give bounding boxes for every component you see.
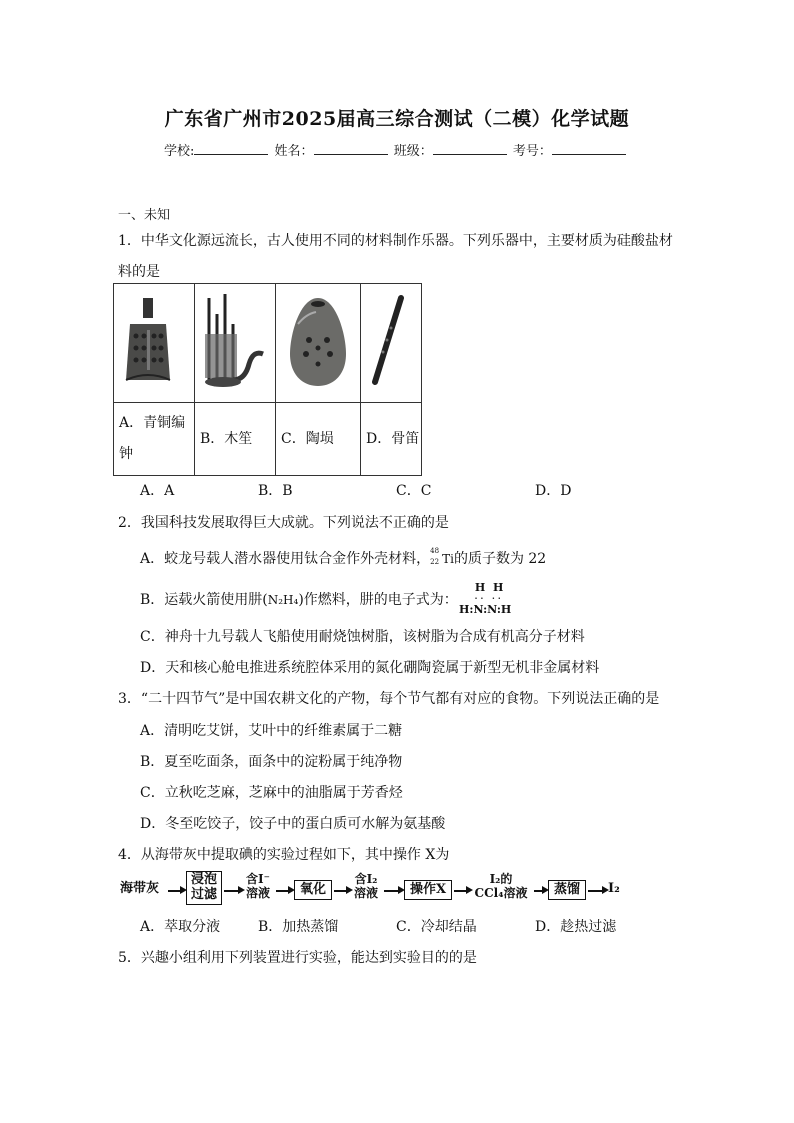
q4-option-c[interactable]: C．冷却结晶	[396, 919, 477, 935]
q2-option-a-tail: 的质子数为 22	[453, 551, 547, 567]
q2-option-d[interactable]: D．天和核心舱电推进系统腔体采用的氮化硼陶瓷属于新型无机非金属材料	[140, 660, 600, 676]
flow-end-iodine: I₂	[608, 881, 620, 896]
q1-stem-line2: 料的是	[118, 264, 160, 280]
instrument-table	[113, 283, 422, 476]
name-blank	[314, 142, 388, 155]
flow-box-oxidation: 氧化	[294, 880, 332, 900]
hydrazine-lewis-structure: H H ·· ·· H:N:N:H	[459, 581, 512, 616]
q4-stem: 4．从海带灰中提取碘的实验过程如下，其中操作 X为	[118, 847, 450, 863]
q4-option-a[interactable]: A．萃取分液	[140, 919, 221, 935]
q4-option-d[interactable]: D．趁热过滤	[535, 919, 617, 935]
cell-label-c: C．陶埙	[276, 403, 361, 476]
flow-start: 海带灰	[120, 881, 160, 896]
q3-option-d[interactable]: D．冬至吃饺子，饺子中的蛋白质可水解为氨基酸	[140, 816, 446, 832]
q1-option-b[interactable]: B．B	[258, 483, 293, 499]
flow-iodide-solution: 含I⁻ 溶液	[245, 872, 270, 900]
q2-stem: 2．我国科技发展取得巨大成就。下列说法不正确的是	[118, 515, 449, 531]
flow-box-operation-x: 操作X	[404, 880, 452, 900]
name-label: 姓名：	[274, 144, 314, 159]
school-blank	[194, 142, 268, 155]
flow-box-distillation: 蒸馏	[548, 880, 586, 900]
lewis-top-hydrogens: H H	[474, 581, 504, 594]
q4-option-b[interactable]: B．加热蒸馏	[258, 919, 339, 935]
isotope-mass-number: 48	[430, 547, 440, 555]
school-label: 学校:	[164, 144, 195, 159]
flow-arrow	[168, 890, 182, 892]
q1-option-a[interactable]: A．A	[140, 483, 175, 499]
pottery-xun-image	[276, 284, 361, 403]
q1-stem-line1: 1．中华文化源远流长，古人使用不同的材料制作乐器。下列乐器中，主要材质为硅酸盐材	[118, 233, 673, 249]
flow-arrow	[384, 890, 400, 892]
q3-stem: 3．“二十四节气”是中国农耕文化的产物，每个节气都有对应的食物。下列说法正确的是	[118, 691, 660, 707]
q2-option-b[interactable]	[140, 589, 458, 609]
bone-flute-image	[361, 284, 422, 403]
class-label: 班级：	[393, 144, 433, 159]
q2-option-b-text: B．运载火箭使用肼(	[140, 592, 268, 608]
page-title: 广东省广州市2025届高三综合测试（二模）化学试题	[164, 108, 630, 130]
cell-label-a: A．青铜编钟	[114, 403, 195, 476]
flow-arrow	[276, 890, 290, 892]
student-info-line	[164, 140, 628, 159]
q3-option-b[interactable]: B．夏至吃面条，面条中的淀粉属于纯净物	[140, 754, 403, 770]
lewis-main-chain: H:N:N:H	[459, 603, 512, 616]
q2-option-a-text: A．蛟龙号载人潜水器使用钛合金作外壳材料，	[140, 551, 431, 567]
flow-arrow	[588, 890, 604, 892]
flow-arrow	[454, 890, 468, 892]
q2-option-a[interactable]	[140, 548, 546, 568]
section-title: 一、未知	[118, 208, 171, 223]
class-blank	[433, 142, 507, 155]
wooden-sheng-image	[195, 284, 276, 403]
q2-option-c[interactable]: C．神舟十九号载人飞船使用耐烧蚀树脂，该树脂为合成有机高分子材料	[140, 629, 585, 645]
flow-arrow	[224, 890, 240, 892]
bronze-bell-image	[114, 284, 195, 403]
exam-no-label: 考号：	[512, 144, 552, 159]
q1-option-c[interactable]: C．C	[396, 483, 432, 499]
flow-ccl4-solution: I₂的 CCl₄溶液	[474, 872, 528, 900]
cell-label-d: D．骨笛	[361, 403, 422, 476]
cell-label-b: B．木笙	[195, 403, 276, 476]
exam-no-blank	[552, 142, 626, 155]
isotope-atomic-number: 22	[430, 558, 440, 566]
q3-option-c[interactable]: C．立秋吃芝麻，芝麻中的油脂属于芳香烃	[140, 785, 403, 801]
flow-arrow	[534, 890, 544, 892]
q2-option-b-tail: )作燃料，肼的电子式为：	[298, 592, 458, 608]
hydrazine-formula: N₂H₄	[267, 593, 299, 607]
q3-option-a[interactable]: A．清明吃艾饼，艾叶中的纤维素属于二糖	[140, 723, 403, 739]
flow-iodine-solution: 含I₂ 溶液	[353, 872, 378, 900]
q1-option-d[interactable]: D．D	[535, 483, 572, 499]
flow-arrow	[334, 890, 348, 892]
q5-stem: 5．兴趣小组利用下列装置进行实验，能达到实验目的的是	[118, 950, 477, 966]
isotope-symbol: Ti	[442, 552, 454, 566]
flow-box-soak-filter: 浸泡 过滤	[186, 871, 222, 905]
